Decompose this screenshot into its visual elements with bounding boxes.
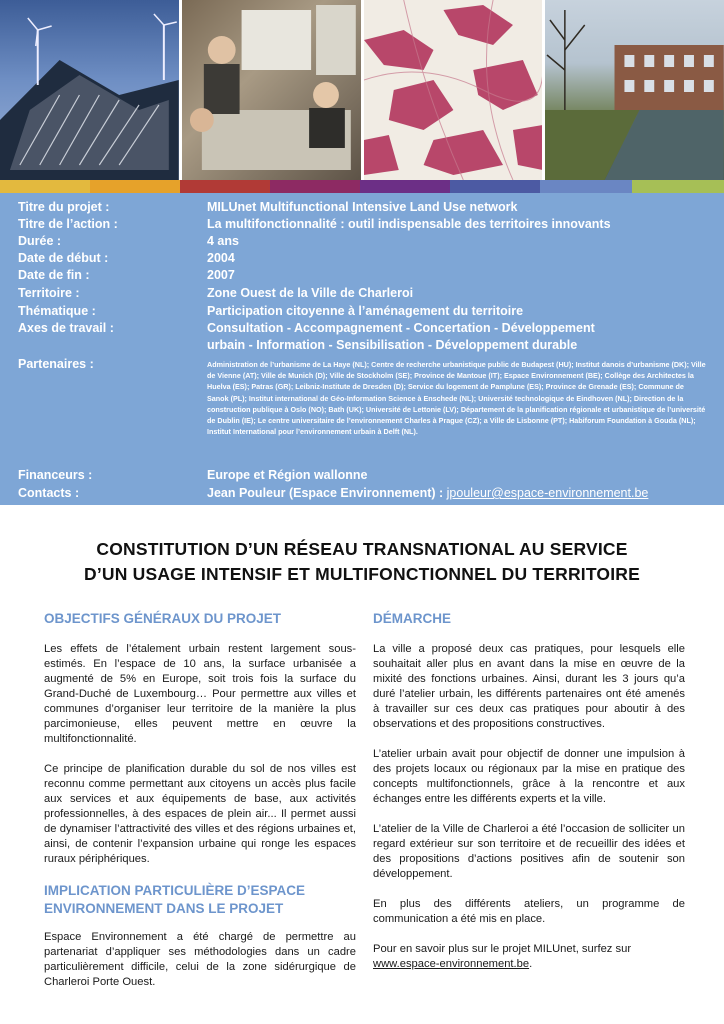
- architecture-photo: [0, 0, 179, 180]
- left-column: [44, 610, 356, 1005]
- color-band-segment: [270, 180, 360, 193]
- main-title-line1: CONSTITUTION D’UN RÉSEAU TRANSNATIONAL AU SERVICE: [96, 539, 628, 559]
- approach-paragraph-3: L’atelier de la Ville de Charleroi a été l’occasion de solliciter un regard extérieur sur son territoire et de recueillir des idées et des propositions d’actions positives afin de soutenir son développement.: [373, 823, 685, 880]
- funders-label: Financeurs :: [18, 468, 93, 482]
- color-band-segment: [0, 180, 90, 193]
- project-title-label: Titre du projet :: [18, 200, 110, 214]
- color-band-segment: [450, 180, 540, 193]
- action-title-label: Titre de l’action :: [18, 217, 118, 231]
- map-photo: [364, 0, 543, 180]
- contact-name: Jean Pouleur (Espace Environnement) :: [207, 486, 444, 500]
- start-date-value: 2004: [207, 251, 235, 265]
- duration-label: Durée :: [18, 234, 62, 248]
- approach-heading: DÉMARCHE: [373, 611, 452, 626]
- funders-value: Europe et Région wallonne: [207, 468, 368, 482]
- involvement-heading: IMPLICATION PARTICULIÈRE D’ESPACE ENVIRONNEMENT DANS LE PROJET: [44, 883, 306, 916]
- objectives-heading: OBJECTIFS GÉNÉRAUX DU PROJET: [44, 611, 282, 626]
- start-date-label: Date de début :: [18, 251, 109, 265]
- more-info-text: Pour en savoir plus sur le projet MILUnet, surfez sur: [373, 943, 632, 955]
- territory-label: Territoire :: [18, 286, 80, 300]
- approach-paragraph-2: L’atelier urbain avait pour objectif de donner une impulsion à des projets locaux ou régionaux par la mise en pratique des concepts multifonctionnels, grâce à la rencontre et aux échanges entre les différents experts et la ville.: [373, 748, 685, 805]
- axes-value-line2: urbain - Information - Sensibilisation - Développement durable: [207, 338, 578, 352]
- theme-label: Thématique :: [18, 304, 96, 318]
- more-info-end: .: [529, 958, 533, 970]
- right-column: [373, 610, 685, 987]
- approach-paragraph-5: [373, 942, 685, 972]
- axes-label: Axes de travail :: [18, 321, 114, 335]
- color-band-segment: [180, 180, 270, 193]
- partners-label: Partenaires :: [18, 357, 94, 371]
- website-link[interactable]: www.espace-environnement.be: [373, 958, 530, 970]
- axes-value-line1: Consultation - Accompagnement - Concertation - Développement: [207, 321, 595, 335]
- duration-value: 4 ans: [207, 234, 239, 248]
- color-band-segment: [90, 180, 180, 193]
- project-title-value: MILUnet Multifunctional Intensive Land Use network: [207, 200, 518, 214]
- color-band-segment: [360, 180, 450, 193]
- project-info-panel: [0, 193, 724, 505]
- objectives-paragraph-1: Les effets de l’étalement urbain restent largement sous-estimés. En l’espace de 10 ans, la surface urbanisée a augmenté de 5% en Europe, soit trois fois la surface du Grand-Duché de Luxembourg… Pour permettre aux villes et communes d’organiser leur territoire de la manière la plus parcimonieuse, elles peuvent mettre en œuvre la multifonctionnalité.: [44, 643, 356, 745]
- contacts-value: [207, 485, 707, 501]
- main-title-line2: D’UN USAGE INTENSIF ET MULTIFONCTIONNEL DU TERRITOIRE: [83, 564, 641, 584]
- color-band: [0, 180, 724, 193]
- involvement-paragraph: Espace Environnement a été chargé de permettre au partenariat d’appliquer ses méthodologies dans un cadre particulièrement difficile, celui de la zone sidérurgique de Charleroi Porte Ouest.: [44, 931, 356, 988]
- end-date-label: Date de fin :: [18, 268, 90, 282]
- partners-list: Administration de l’urbanisme de La Haye (NL); Centre de recherche urbanistique public de Budapest (HU); Institut danois d’urbanisme (DK); Ville de Vienne (AT); Ville de Munich (D); Ville de Stockholm (SE); Province de Mantoue (IT); Espace Environnement (BE); Collège des Architectes la Huelva (ES); Patras (GR); Leibniz-Institute de Dresden (D); Service du logement de Pamplune (ES); Province de Grenade (ES); Commune de Sanok (PL); Institut international de Géo-Information Science à Enschede (NL); Université technologique de Eindhoven (NL); Direction de la construction publique à Oslo (NO); Bath (UK); Université de Lettonie (LV); Département de la planification régionale et urbanistique de l’université de Dublin (IE); Le centre universitaire de l’environnement Charles à Prague (CZ); a Ville de Lisbonne (PT); Habiforum Foundation à Gouda (NL); Institut International pour l’environnement urbain à Delft (NL).: [207, 360, 706, 437]
- main-title: [0, 537, 724, 587]
- color-band-segment: [632, 180, 724, 193]
- territory-value: Zone Ouest de la Ville de Charleroi: [207, 286, 414, 300]
- photo-strip: [0, 0, 724, 180]
- action-title-value: La multifonctionnalité : outil indispensable des territoires innovants: [207, 217, 611, 231]
- contact-email-link[interactable]: jpouleur@espace-environnement.be: [446, 486, 649, 500]
- theme-value: Participation citoyenne à l’aménagement du territoire: [207, 304, 524, 318]
- color-band-segment: [540, 180, 632, 193]
- meeting-photo: [182, 0, 361, 180]
- end-date-value: 2007: [207, 268, 235, 282]
- approach-paragraph-1: La ville a proposé deux cas pratiques, pour lesquels elle souhaitait aller plus en avant dans la mise en œuvre de la mixité des fonctions urbaines. Ainsi, durant les 3 jours qu’a duré l’atelier urbain, les différents partenaires ont été amenés à travailler sur ces deux cas pratiques pour aboutir à des observations et des propositions constructives.: [373, 643, 685, 730]
- canal-photo: [545, 0, 724, 180]
- objectives-paragraph-2: Ce principe de planification durable du sol de nos villes est reconnu comme permettant aux citoyens un accès plus facile aux services et aux équipements de base, aux activités professionnelles, à des espaces de plein air... Il permet aussi de dynamiser l’attractivité des villes et des régions urbaines et, ainsi, de contenir l’expansion urbaine qui ronge les espaces ruraux périphériques.: [44, 763, 356, 865]
- approach-paragraph-4: En plus des différents ateliers, un programme de communication a été mis en place.: [373, 898, 685, 925]
- contacts-label: Contacts :: [18, 486, 80, 500]
